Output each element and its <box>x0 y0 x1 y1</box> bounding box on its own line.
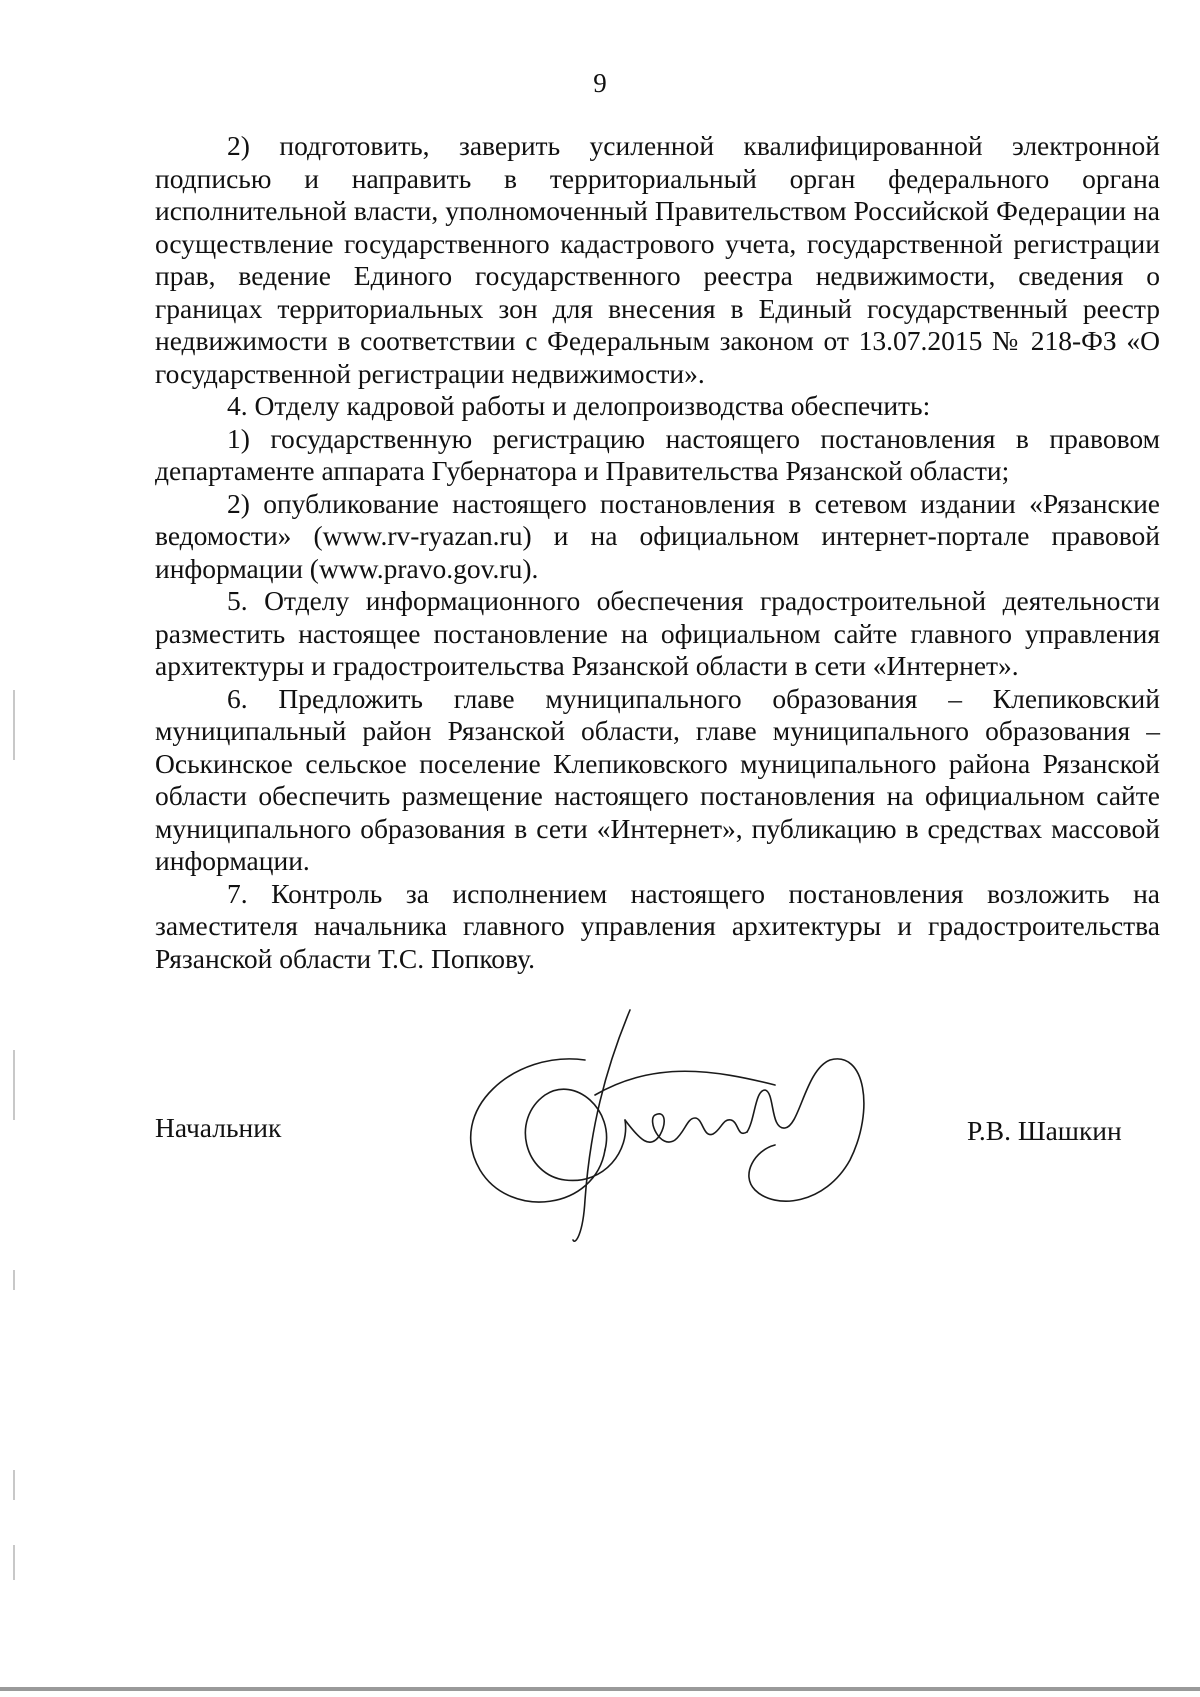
document-body <box>155 130 1160 975</box>
signatory-name: Р.В. Шашкин <box>967 1115 1122 1146</box>
paragraph-point-7: 7. Контроль за исполнением настоящего постановления возложить на заместителя начальника главного управления архитектуры и градостроительства Рязанской области Т.С. Попкову. <box>155 877 1160 974</box>
signatory-position: Начальник <box>155 1112 282 1143</box>
paragraph-item-1-registration: 1) государственную регистрацию настоящего постановления в правовом департаменте аппарата Губернатора и Правительства Рязанской области; <box>155 422 1160 486</box>
paragraph-point-6: 6. Предложить главе муниципального образования – Клепиковский муниципальный район Рязанской области, главе муниципального образования – Оськинское сельское поселение Клепиковского муниципального района Рязанской области обеспечить размещение настоящего постановления на официальном сайте муниципального образования в сети «Интернет», публикацию в средствах массовой информации. <box>155 682 1160 876</box>
handwritten-signature <box>455 1000 895 1255</box>
scan-bottom-edge <box>0 1687 1200 1691</box>
page-number: 9 <box>593 68 607 98</box>
paragraph-point-4: 4. Отделу кадровой работы и делопроизводства обеспечить: <box>227 390 931 421</box>
scan-margin-marks <box>0 0 30 1697</box>
paragraph-point-5: 5. Отделу информационного обеспечения градостроительной деятельности разместить настоящее постановление на официальном сайте главного управления архитектуры и градостроительства Рязанской области в сети «Интернет». <box>155 585 1160 681</box>
paragraph-item-2-submit-zones: 2) подготовить, заверить усиленной квалифицированной электронной подписью и направить в территориальный орган федерального органа исполнительной власти, уполномоченный Правительством Российской Федерации на осуществление государственного кадастрового учета, государственной регистрации прав, ведение Единого государственного реестра недвижимости, сведения о границах территориальных зон для внесения в Единый государственный реестр недвижимости в соответствии с Федеральным законом от 13.07.2015 № 218-ФЗ «О государственной регистрации недвижимости». <box>155 130 1160 389</box>
paragraph-item-2-publication: 2) опубликование настоящего постановления в сетевом издании «Рязанские ведомости» (www.rv-ryazan.ru) и на официальном интернет-портале правовой информации (www.pravo.gov.ru). <box>155 487 1160 584</box>
